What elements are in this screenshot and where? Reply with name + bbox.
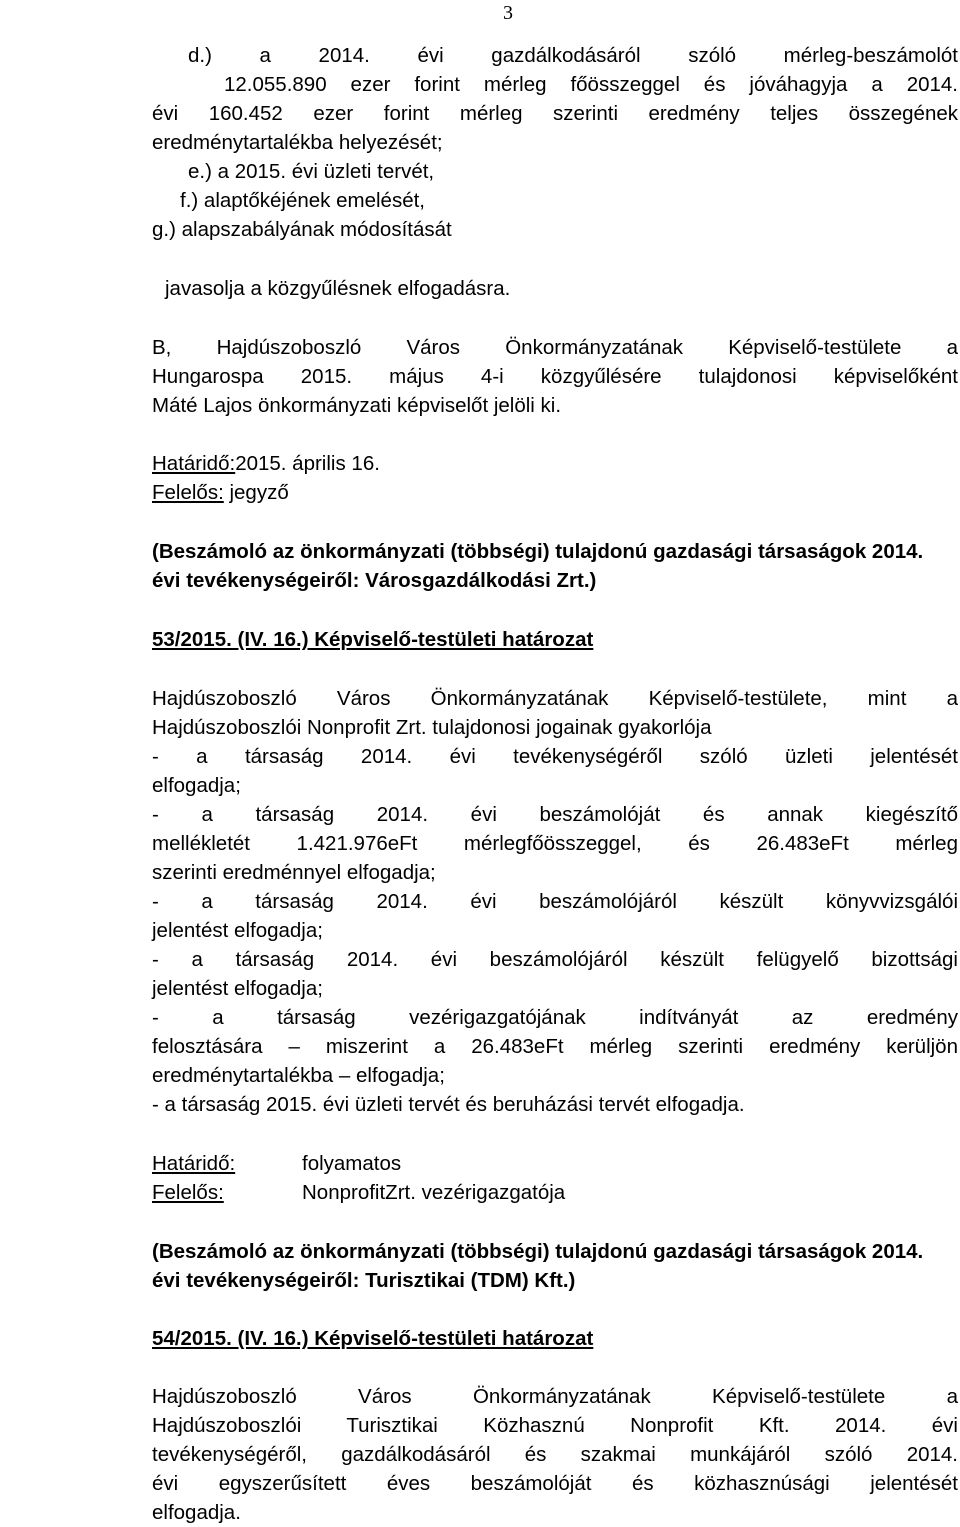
heading2-line1: (Beszámoló az önkormányzati (többségi) tulajdonú gazdasági társaságok 2014. bbox=[152, 1240, 924, 1263]
deadline-value: 2015. április 16. bbox=[235, 452, 380, 475]
res54-line1: Hajdúszoboszló Város Önkormányzatának Képviselő-testülete a bbox=[152, 1385, 958, 1408]
item-d-line1: d.) a 2014. évi gazdálkodásáról szóló mérleg-beszámolót bbox=[188, 44, 958, 67]
resolution53-title: 53/2015. (IV. 16.) Képviselő-testületi határozat bbox=[152, 628, 594, 651]
res53-p2: Hajdúszoboszlói Nonprofit Zrt. tulajdonosi jogainak gyakorlója bbox=[152, 716, 712, 739]
res53-bullet3-line1: - a társaság 2014. évi beszámolójáról készült könyvvizsgálói bbox=[152, 890, 958, 913]
res53-bullet1-line2: elfogadja; bbox=[152, 774, 241, 797]
item-f: f.) alaptőkéjének emelését, bbox=[180, 189, 425, 212]
heading1-line1: (Beszámoló az önkormányzati (többségi) tulajdonú gazdasági társaságok 2014. bbox=[152, 540, 924, 563]
res53-bullet2-line3: szerinti eredménnyel elfogadja; bbox=[152, 861, 436, 884]
item-g: g.) alapszabályának módosítását bbox=[152, 218, 452, 241]
res53-bullet2-line1: - a társaság 2014. évi beszámolóját és annak kiegészítő bbox=[152, 803, 958, 826]
res54-line4: évi egyszerűsített éves beszámolóját és közhasznúsági jelentését bbox=[152, 1472, 958, 1495]
page-number: 3 bbox=[503, 2, 513, 24]
res53-deadline-row bbox=[152, 1151, 235, 1177]
res54-line5: elfogadja. bbox=[152, 1501, 241, 1524]
res53-bullet5-line3: eredménytartalékba – elfogadja; bbox=[152, 1064, 445, 1087]
item-d-line2: 12.055.890 ezer forint mérleg főösszeggel és jóváhagyja a 2014. bbox=[224, 73, 958, 96]
deadline-row-b bbox=[152, 451, 380, 477]
res53-bullet6: - a társaság 2015. évi üzleti tervét és beruházási tervét elfogadja. bbox=[152, 1093, 745, 1116]
res53-bullet5-line2: felosztására – miszerint a 26.483eFt mérleg szerinti eredmény kerüljön bbox=[152, 1035, 958, 1058]
section-b-line2: Hungarospa 2015. május 4-i közgyűlésére tulajdonosi képviselőként bbox=[152, 365, 958, 388]
res53-p1: Hajdúszoboszló Város Önkormányzatának Képviselő-testülete, mint a bbox=[152, 687, 958, 710]
res53-bullet4-line1: - a társaság 2014. évi beszámolójáról készült felügyelő bizottsági bbox=[152, 948, 958, 971]
section-b-line3: Máté Lajos önkormányzati képviselőt jelöli ki. bbox=[152, 394, 562, 417]
res53-bullet1-line1: - a társaság 2014. évi tevékenységéről szóló üzleti jelentését bbox=[152, 745, 958, 768]
res53-bullet5-line1: - a társaság vezérigazgatójának indítványát az eredmény bbox=[152, 1006, 958, 1029]
responsible-label: Felelős: bbox=[152, 481, 224, 504]
responsible-value: jegyző bbox=[223, 481, 289, 504]
heading2-line2: évi tevékenységeiről: Turisztikai (TDM) Kft.) bbox=[152, 1269, 576, 1292]
deadline-value: folyamatos bbox=[302, 1152, 402, 1175]
deadline-label: Határidő: bbox=[152, 452, 236, 475]
resolution54-title: 54/2015. (IV. 16.) Képviselő-testületi határozat bbox=[152, 1327, 594, 1350]
res54-line2: Hajdúszoboszlói Turisztikai Közhasznú Nonprofit Kft. 2014. évi bbox=[152, 1414, 958, 1437]
heading1-line2: évi tevékenységeiről: Városgazdálkodási Zrt.) bbox=[152, 569, 597, 592]
res54-line3: tevékenységéről, gazdálkodásáról és szakmai munkájáról szóló 2014. bbox=[152, 1443, 958, 1466]
responsible-value: NonprofitZrt. vezérigazgatója bbox=[302, 1181, 566, 1204]
closing-line: javasolja a közgyűlésnek elfogadásra. bbox=[165, 277, 511, 300]
responsible-label: Felelős: bbox=[152, 1181, 224, 1204]
res53-bullet2-line2: mellékletét 1.421.976eFt mérlegfőösszeggel, és 26.483eFt mérleg bbox=[152, 832, 958, 855]
item-d-line3: évi 160.452 ezer forint mérleg szerinti eredmény teljes összegének bbox=[152, 102, 958, 125]
item-e: e.) a 2015. évi üzleti tervét, bbox=[188, 160, 435, 183]
deadline-label: Határidő: bbox=[152, 1152, 236, 1175]
res53-responsible-row bbox=[152, 1180, 224, 1206]
item-d-line4: eredménytartalékba helyezését; bbox=[152, 131, 443, 154]
res53-bullet4-line2: jelentést elfogadja; bbox=[152, 977, 323, 1000]
res53-bullet3-line2: jelentést elfogadja; bbox=[152, 919, 323, 942]
section-b-line1: B, Hajdúszoboszló Város Önkormányzatának Képviselő-testülete a bbox=[152, 336, 958, 359]
responsible-row-b bbox=[152, 480, 289, 506]
